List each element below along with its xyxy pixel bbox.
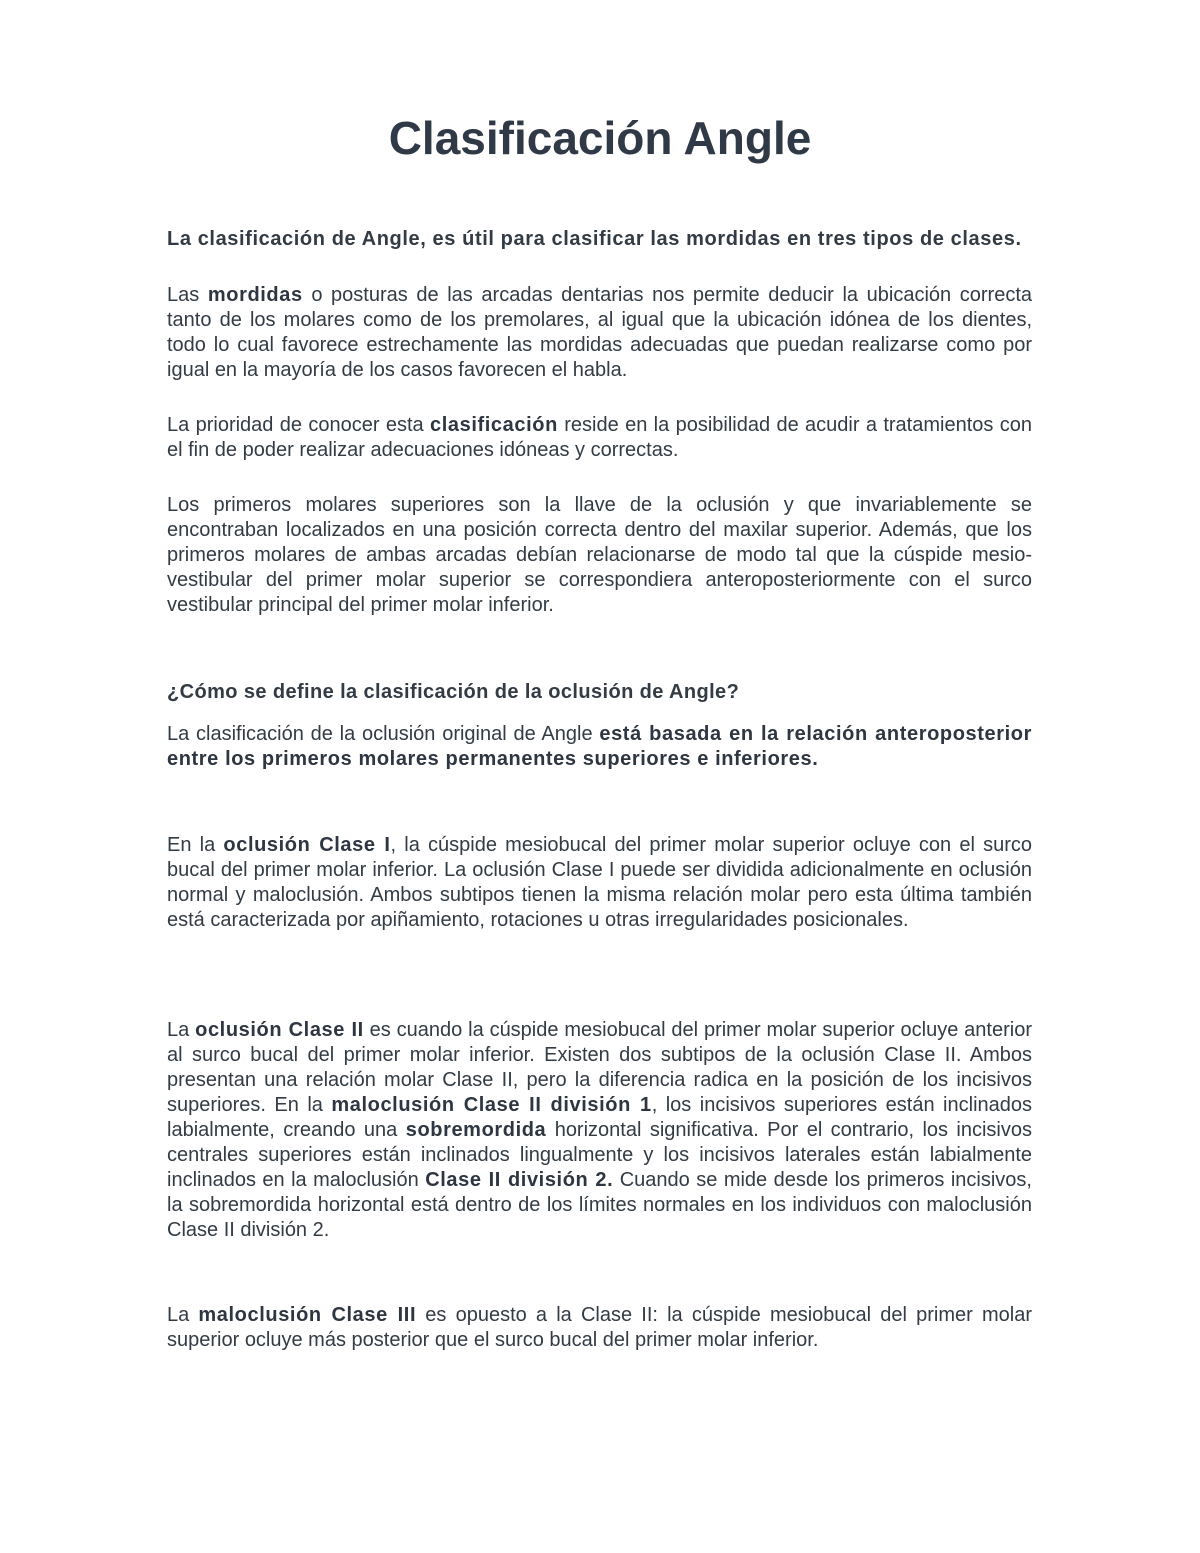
bold-term: maloclusión Clase II división 1 bbox=[331, 1094, 652, 1116]
paragraph-text: horizontal significativa. Por el contrario, los incisivos centrales superiores están inclinados lingualmente y los incisivos laterales están labialmente inclinados en la maloclusión bbox=[167, 1119, 1032, 1191]
paragraph-text: Las bbox=[167, 284, 208, 306]
paragraph-text: La bbox=[167, 1304, 199, 1326]
bold-term: Clase II división 2. bbox=[425, 1169, 614, 1191]
paragraph-text: La bbox=[167, 1019, 196, 1041]
paragraph-mordidas bbox=[167, 283, 1032, 383]
paragraph-text: La clasificación de la oclusión original de Angle bbox=[167, 723, 600, 745]
bold-term: oclusión Clase II bbox=[195, 1019, 364, 1041]
document-title: Clasificación Angle bbox=[388, 112, 812, 164]
paragraph-prioridad bbox=[167, 413, 1032, 463]
paragraph-text: , los incisivos superiores están inclinados labialmente, creando una bbox=[167, 1094, 1033, 1141]
bold-term: oclusión Clase I bbox=[223, 834, 391, 856]
paragraph-clase-1 bbox=[167, 833, 1032, 933]
bold-term: sobremordida bbox=[405, 1119, 547, 1141]
paragraph-text: reside en la posibilidad de acudir a tratamientos con el fin de poder realizar adecuaciones idóneas y correctas. bbox=[167, 414, 1032, 461]
paragraph-text: La prioridad de conocer esta bbox=[167, 414, 431, 436]
paragraph-definicion bbox=[167, 722, 1032, 772]
paragraph-text: En la bbox=[167, 834, 224, 856]
lead-paragraph: La clasificación de Angle, es útil para clasificar las mordidas en tres tipos de clases. bbox=[167, 228, 1022, 250]
paragraph-text: es cuando la cúspide mesiobucal del primer molar superior ocluye anterior al surco bucal del primer molar inferior. Existen dos subtipos de la oclusión Clase II. Ambos presentan una relación molar Clase II, pero la diferencia radica en la posición de los incisivos superiores. En la bbox=[167, 1019, 1032, 1116]
bold-term: mordidas bbox=[207, 284, 303, 306]
paragraph-clase-2 bbox=[167, 1018, 1032, 1243]
paragraph-text: o posturas de las arcadas dentarias nos permite deducir la ubicación correcta tanto de los molares como de los premolares, al igual que la ubicación idónea de los dientes, todo lo cual favorece estrechamente las mordidas adecuadas que puedan realizarse como por igual en la mayoría de los casos favorecen el habla. bbox=[167, 284, 1032, 381]
paragraph-text: , la cúspide mesiobucal del primer molar superior ocluye con el surco bucal del primer molar inferior. La oclusión Clase I puede ser dividida adicionalmente en oclusión normal y maloclusión. Ambos subtipos tienen la misma relación molar pero esta última también está caracterizada por apiñamiento, rotaciones u otras irregularidades posicionales. bbox=[167, 834, 1032, 931]
section-heading: ¿Cómo se define la clasificación de la oclusión de Angle? bbox=[167, 681, 740, 703]
paragraph-text: Cuando se mide desde los primeros incisivos, la sobremordida horizontal está dentro de los límites normales en los individuos con maloclusión Clase II división 2. bbox=[167, 1169, 1032, 1241]
bold-term: maloclusión Clase III bbox=[198, 1304, 417, 1326]
paragraph-clase-3 bbox=[167, 1303, 1032, 1353]
paragraph-text: es opuesto a la Clase II: la cúspide mesiobucal del primer molar superior ocluye más posterior que el surco bucal del primer molar inferior. bbox=[167, 1304, 1032, 1351]
bold-term: clasificación bbox=[430, 414, 558, 436]
bold-term: está basada en la relación anteroposterior entre los primeros molares permanentes superiores e inferiores. bbox=[167, 723, 1032, 770]
paragraph-primeros-molares: Los primeros molares superiores son la llave de la oclusión y que invariablemente se encontraban localizados en una posición correcta dentro del maxilar superior. Además, que los primeros molares de ambas arcadas debían relacionarse de modo tal que la cúspide mesio-vestibular del primer molar superior se correspondiera anteroposteriormente con el surco vestibular principal del primer molar inferior. bbox=[167, 494, 1032, 616]
